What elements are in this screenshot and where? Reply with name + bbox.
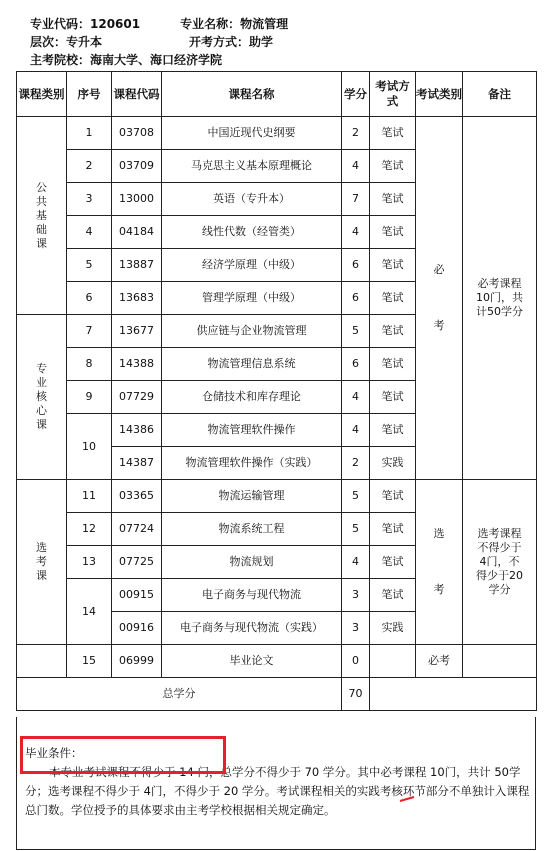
col-header-name: 课程名称	[162, 72, 342, 117]
row-name: 中国近现代史纲要	[162, 117, 342, 150]
row-mode: 笔试	[370, 249, 416, 282]
row-code: 14387	[112, 447, 162, 480]
header-line-3	[30, 52, 222, 68]
header-line-1	[30, 16, 288, 32]
elective-type: 选考	[416, 480, 463, 645]
row-name: 供应链与企业物流管理	[162, 315, 342, 348]
row-no: 13	[67, 546, 112, 579]
row-credit: 5	[342, 513, 370, 546]
row-credit: 3	[342, 612, 370, 645]
row-name: 毕业论文	[162, 645, 342, 678]
row-code: 07724	[112, 513, 162, 546]
row-code: 14388	[112, 348, 162, 381]
header-line-2	[30, 34, 273, 50]
row-category-empty	[17, 645, 67, 678]
col-header-mode: 考试方式	[370, 72, 416, 117]
row-no: 14	[67, 579, 112, 645]
row-name: 管理学原理（中级）	[162, 282, 342, 315]
conditions-title: 毕业条件：	[25, 746, 83, 760]
row-mode: 笔试	[370, 579, 416, 612]
level: 层次：专升本	[30, 35, 103, 49]
row-mode: 笔试	[370, 513, 416, 546]
row-code: 03708	[112, 117, 162, 150]
row-mode: 笔试	[370, 381, 416, 414]
table-row	[17, 480, 537, 513]
row-mode: 笔试	[370, 117, 416, 150]
table-row	[17, 117, 537, 150]
required-type: 必考	[416, 117, 463, 480]
category-public: 公共基础课	[17, 117, 67, 315]
col-header-no: 序号	[67, 72, 112, 117]
row-credit: 2	[342, 447, 370, 480]
row-credit: 4	[342, 414, 370, 447]
row-name: 物流管理信息系统	[162, 348, 342, 381]
col-header-credit: 学分	[342, 72, 370, 117]
row-credit: 2	[342, 117, 370, 150]
row-code: 13677	[112, 315, 162, 348]
red-tick-mark	[399, 796, 415, 802]
row-credit: 6	[342, 348, 370, 381]
row-credit: 4	[342, 381, 370, 414]
row-mode: 笔试	[370, 546, 416, 579]
row-name: 线性代数（经管类）	[162, 216, 342, 249]
row-name: 物流管理软件操作（实践）	[162, 447, 342, 480]
major-name: 专业名称：物流管理	[180, 17, 289, 31]
row-credit: 4	[342, 150, 370, 183]
row-code: 07729	[112, 381, 162, 414]
row-code: 00915	[112, 579, 162, 612]
row-credit: 0	[342, 645, 370, 678]
category-elective: 选考课	[17, 480, 67, 645]
row-no: 4	[67, 216, 112, 249]
row-name: 仓储技术和库存理论	[162, 381, 342, 414]
row-mode: 笔试	[370, 183, 416, 216]
row-credit: 7	[342, 183, 370, 216]
row-no: 8	[67, 348, 112, 381]
row-credit: 6	[342, 249, 370, 282]
row-name: 物流运输管理	[162, 480, 342, 513]
row-no: 12	[67, 513, 112, 546]
row-name: 英语（专升本）	[162, 183, 342, 216]
row-no: 5	[67, 249, 112, 282]
row-credit: 6	[342, 282, 370, 315]
row-note-empty	[463, 645, 537, 678]
highlight-box	[20, 736, 226, 774]
row-no: 11	[67, 480, 112, 513]
row-mode: 笔试	[370, 414, 416, 447]
row-code: 00916	[112, 612, 162, 645]
major-code: 专业代码：120601	[30, 17, 141, 31]
row-no: 1	[67, 117, 112, 150]
table-row	[17, 645, 537, 678]
required-note: 必考课程10门，共计50学分	[463, 117, 537, 480]
row-name: 电子商务与现代物流（实践）	[162, 612, 342, 645]
row-code: 03709	[112, 150, 162, 183]
row-code: 14386	[112, 414, 162, 447]
row-credit: 5	[342, 480, 370, 513]
total-empty	[370, 678, 537, 711]
table-header-row	[17, 72, 537, 117]
row-no: 15	[67, 645, 112, 678]
row-mode: 笔试	[370, 315, 416, 348]
course-table	[16, 71, 537, 711]
col-header-note: 备注	[463, 72, 537, 117]
category-core: 专业核心课	[17, 315, 67, 480]
col-header-code: 课程代码	[112, 72, 162, 117]
row-name: 物流系统工程	[162, 513, 342, 546]
row-name: 经济学原理（中级）	[162, 249, 342, 282]
row-no: 3	[67, 183, 112, 216]
row-code: 03365	[112, 480, 162, 513]
conditions-body: 本专业考试课程不得少于 14 门，总学分不得少于 70 学分。其中必考课程 10门，共计 50学分；选考课程不得少于 4门，不得少于 20 学分。考试课程相关的实践考核环节部分不单独计入课程总门数。学位授予的具体要求由主考学校根据相关规定确定。	[25, 765, 530, 817]
row-mode: 实践	[370, 447, 416, 480]
row-mode: 笔试	[370, 348, 416, 381]
row-no: 10	[67, 414, 112, 480]
row-credit: 4	[342, 546, 370, 579]
row-mode: 笔试	[370, 216, 416, 249]
row-code: 13887	[112, 249, 162, 282]
row-code: 13683	[112, 282, 162, 315]
row-mode: 笔试	[370, 480, 416, 513]
host-school: 主考院校：海南大学、海口经济学院	[30, 53, 223, 67]
row-mode: 笔试	[370, 150, 416, 183]
row-code: 07725	[112, 546, 162, 579]
elective-note: 选考课程不得少于4门，不得少于20学分	[463, 480, 537, 645]
row-no: 6	[67, 282, 112, 315]
row-mode: 实践	[370, 612, 416, 645]
row-credit: 3	[342, 579, 370, 612]
total-value: 70	[342, 678, 370, 711]
total-label: 总学分	[17, 678, 342, 711]
total-row	[17, 678, 537, 711]
row-mode	[370, 645, 416, 678]
row-no: 7	[67, 315, 112, 348]
row-no: 9	[67, 381, 112, 414]
col-header-category: 课程类别	[17, 72, 67, 117]
row-credit: 5	[342, 315, 370, 348]
row-name: 电子商务与现代物流	[162, 579, 342, 612]
row-code: 06999	[112, 645, 162, 678]
row-code: 13000	[112, 183, 162, 216]
col-header-type: 考试类别	[416, 72, 463, 117]
row-code: 04184	[112, 216, 162, 249]
row-mode: 笔试	[370, 282, 416, 315]
row-name: 物流管理软件操作	[162, 414, 342, 447]
row-type: 必考	[416, 645, 463, 678]
row-name: 马克思主义基本原理概论	[162, 150, 342, 183]
row-name: 物流规划	[162, 546, 342, 579]
exam-mode: 开考方式：助学	[189, 35, 274, 49]
row-no: 2	[67, 150, 112, 183]
row-credit: 4	[342, 216, 370, 249]
